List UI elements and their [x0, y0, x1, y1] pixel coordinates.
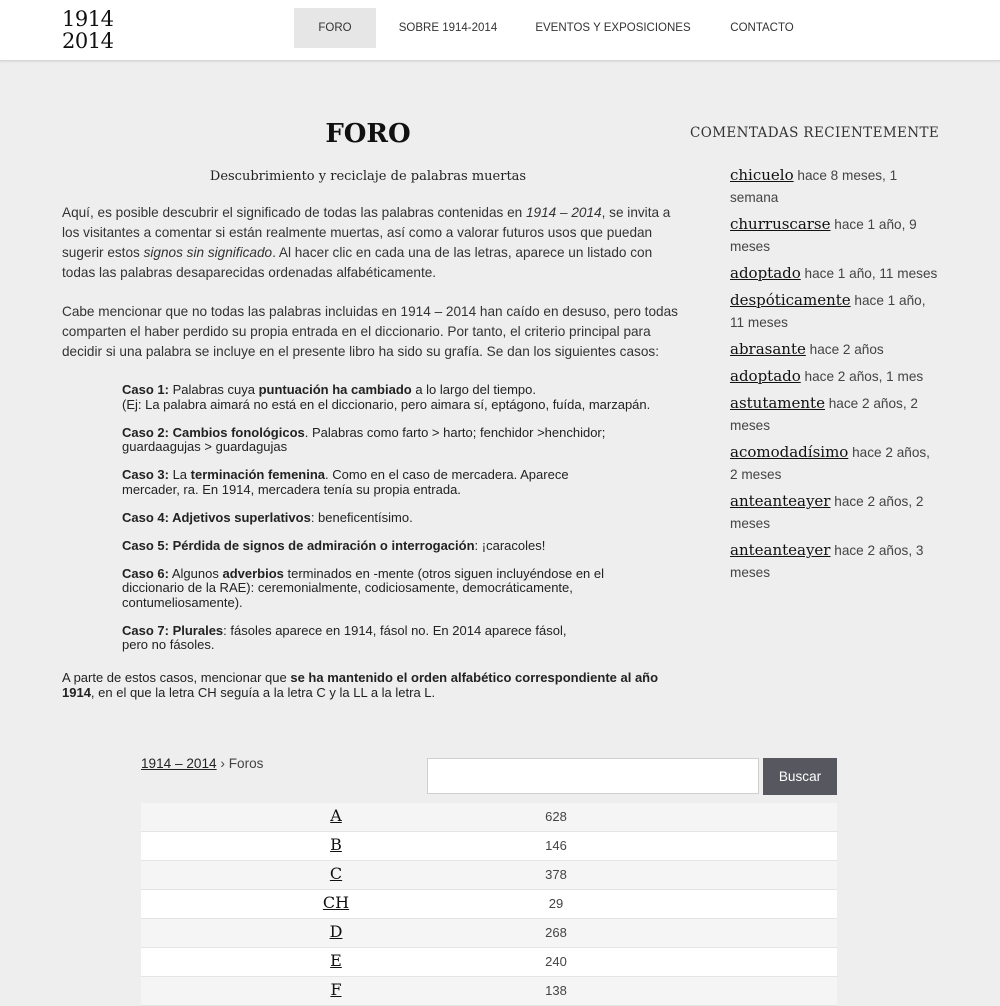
intro-text: . Al hacer clic en cada una de las letras, aparece un listado con todas las palabras desaparecidas ordenadas alfabéticamente.	[62, 245, 653, 280]
site-logo[interactable]	[62, 8, 118, 52]
forum-letters-table	[141, 803, 837, 1006]
nav-item-foro[interactable]: FORO	[294, 8, 376, 48]
forum-letter-link[interactable]: CH	[322, 893, 350, 912]
intro-text: , se invita a los visitantes a comentar si están realmente muertas, así como a valorar futuros usos que puedan sugerir estos	[62, 205, 671, 260]
case-text: Algunos	[168, 565, 223, 581]
case-text: Palabras cuya	[168, 382, 259, 397]
search-button[interactable]: Buscar	[763, 758, 837, 795]
recent-item	[730, 365, 940, 388]
recent-word-link[interactable]: chicuelo	[730, 166, 794, 184]
forum-count: 240	[545, 954, 567, 969]
recent-item	[730, 392, 940, 437]
closing-text: , en el que la letra CH seguía a la letra C y la LL a la letra L.	[90, 685, 436, 700]
case-emphasis: Adjetivos superlativos	[172, 509, 311, 525]
case-label: Caso 4:	[122, 509, 173, 525]
criteria-paragraph: Cabe mencionar que no todas las palabras incluidas en 1914 – 2014 han caído en desuso, pero todas comparten el haber perdido su propia entrada en el diccionario. Por tanto, el criterio principal para decidir si una palabra se incluye en el presente libro ha sido su grafía. Se dan los siguientes casos:	[62, 304, 678, 359]
case-text: a lo largo del tiempo.	[411, 382, 536, 397]
intro-text: Aquí, es posible descubrir el significado de todas las palabras contenidas en	[62, 205, 526, 220]
recent-word-link[interactable]: astutamente	[730, 394, 825, 412]
closing-text: A parte de estos casos, mencionar que	[62, 670, 291, 685]
case-text: La	[168, 467, 191, 482]
forum-letter-link[interactable]: D	[329, 922, 343, 941]
recent-item	[730, 338, 940, 361]
page-subtitle: Descubrimiento y reciclaje de palabras muertas	[209, 169, 527, 184]
recent-item	[730, 164, 940, 209]
case-emphasis: Cambios fonológicos	[172, 424, 305, 440]
forum-count: 138	[545, 983, 567, 998]
case-example: (Ej: La palabra aimará no está en el diccionario, pero aimara sí, eptágono, fuída, marzapán.	[122, 396, 651, 412]
logo-bottom-text: 2014	[62, 29, 114, 52]
recent-word-link[interactable]: anteanteayer	[730, 492, 831, 510]
case-text: . Palabras como farto > harto; fenchidor >henchidor;	[304, 424, 606, 440]
forum-count: 378	[545, 867, 567, 882]
table-row	[141, 861, 837, 890]
cases-list	[122, 383, 662, 666]
page-title: FORO	[325, 119, 411, 149]
recent-item	[730, 490, 940, 535]
recent-word-link[interactable]: acomodadísimo	[730, 443, 849, 461]
forum-letter-link[interactable]: F	[330, 980, 342, 999]
case-label: Caso 7:	[122, 622, 173, 638]
forum-letter-link[interactable]: A	[330, 806, 342, 825]
case-text: terminados en -mente (otros siguen incluyéndose en el diccionario de la RAE): ceremonialmente, codiciosamente, democráticamente, contumeliosamente).	[122, 565, 605, 610]
case-4	[122, 511, 662, 526]
nav-item-contacto[interactable]: CONTACTO	[730, 22, 794, 34]
recent-word-link[interactable]: anteanteayer	[730, 541, 831, 559]
case-6	[122, 567, 662, 611]
recent-time: hace 8 meses, 1 semana	[730, 168, 898, 205]
recent-time: hace 2 años, 1 mes	[800, 369, 924, 384]
forum-count: 268	[545, 925, 567, 940]
case-1	[122, 383, 662, 412]
closing-paragraph	[62, 670, 682, 700]
recent-comments-list	[730, 164, 940, 588]
recent-word-link[interactable]: adoptado	[730, 264, 801, 282]
case-emphasis: Plurales	[172, 622, 224, 638]
recent-time: hace 2 años, 2 meses	[730, 396, 918, 433]
case-label: Caso 6:	[122, 565, 169, 581]
site-header	[0, 0, 1000, 61]
intro-paragraph	[62, 203, 682, 283]
table-row	[141, 832, 837, 861]
table-row	[141, 919, 837, 948]
forum-count: 146	[545, 838, 567, 853]
case-example: mercader, ra. En 1914, mercadera tenía su propia entrada.	[122, 481, 461, 497]
recent-item	[730, 289, 940, 334]
case-emphasis: Pérdida de signos de admiración o interrogación	[172, 537, 475, 553]
case-label: Caso 5:	[122, 537, 173, 553]
intro-emphasis: signos sin significado	[143, 245, 273, 260]
case-7	[122, 624, 662, 653]
recent-item	[730, 213, 940, 258]
table-row	[141, 803, 837, 832]
recent-item	[730, 539, 940, 584]
main-content	[0, 61, 1000, 1000]
case-example: guardaagujas > guardagujas	[122, 439, 288, 454]
recent-time: hace 2 años, 3 meses	[730, 543, 924, 580]
case-label: Caso 1:	[122, 382, 169, 397]
forum-letter-link[interactable]: B	[330, 835, 342, 854]
nav-item-eventos[interactable]: EVENTOS Y EXPOSICIONES	[535, 22, 691, 34]
table-row	[141, 890, 837, 919]
recent-time: hace 1 año, 11 meses	[730, 293, 926, 330]
case-emphasis: terminación femenina	[190, 467, 326, 482]
forum-letter-link[interactable]: C	[329, 864, 343, 883]
recent-word-link[interactable]: abrasante	[730, 340, 806, 358]
recent-time: hace 1 año, 11 meses	[800, 266, 938, 281]
case-emphasis: puntuación ha cambiado	[258, 382, 412, 397]
forum-count: 29	[548, 896, 564, 911]
breadcrumb-current: Foros	[228, 756, 264, 771]
recent-word-link[interactable]: churruscarse	[730, 215, 831, 233]
sidebar-title: COMENTADAS RECIENTEMENTE	[690, 125, 940, 141]
forum-count: 628	[545, 809, 567, 824]
case-text: : ¡caracoles!	[474, 537, 546, 553]
recent-item	[730, 262, 940, 285]
breadcrumb-separator: ›	[216, 756, 229, 771]
case-2	[122, 426, 662, 455]
recent-time: hace 1 año, 9 meses	[730, 217, 917, 254]
case-label: Caso 3:	[122, 467, 169, 482]
case-text: : beneficentísimo.	[310, 509, 413, 525]
recent-word-link[interactable]: despóticamente	[730, 291, 851, 309]
table-row	[141, 977, 837, 1006]
recent-time: hace 2 años, 2 meses	[730, 494, 924, 531]
closing-emphasis: se ha mantenido el orden alfabético correspondiente al año 1914	[62, 670, 659, 700]
case-example: pero no fásoles.	[122, 637, 215, 652]
recent-time: hace 2 años	[805, 342, 884, 357]
nav-item-sobre[interactable]: SOBRE 1914-2014	[398, 22, 498, 34]
table-row	[141, 948, 837, 977]
breadcrumb-home-link[interactable]: 1914 – 2014	[141, 756, 217, 771]
case-5	[122, 539, 662, 554]
intro-book-title: 1914 – 2014	[526, 205, 602, 220]
recent-word-link[interactable]: adoptado	[730, 367, 801, 385]
forum-letter-link[interactable]: E	[330, 951, 342, 970]
breadcrumb	[141, 756, 263, 771]
case-text: : fásoles aparece en 1914, fásol no. En 2014 aparece fásol,	[223, 622, 567, 638]
case-label: Caso 2:	[122, 424, 173, 440]
recent-time: hace 2 años, 2 meses	[730, 445, 930, 482]
search-input[interactable]	[427, 758, 759, 794]
case-emphasis: adverbios	[222, 565, 284, 581]
case-3	[122, 468, 662, 497]
logo-top-text: 1914	[62, 8, 114, 31]
recent-item	[730, 441, 940, 486]
case-text: . Como en el caso de mercadera. Aparece	[325, 467, 569, 482]
